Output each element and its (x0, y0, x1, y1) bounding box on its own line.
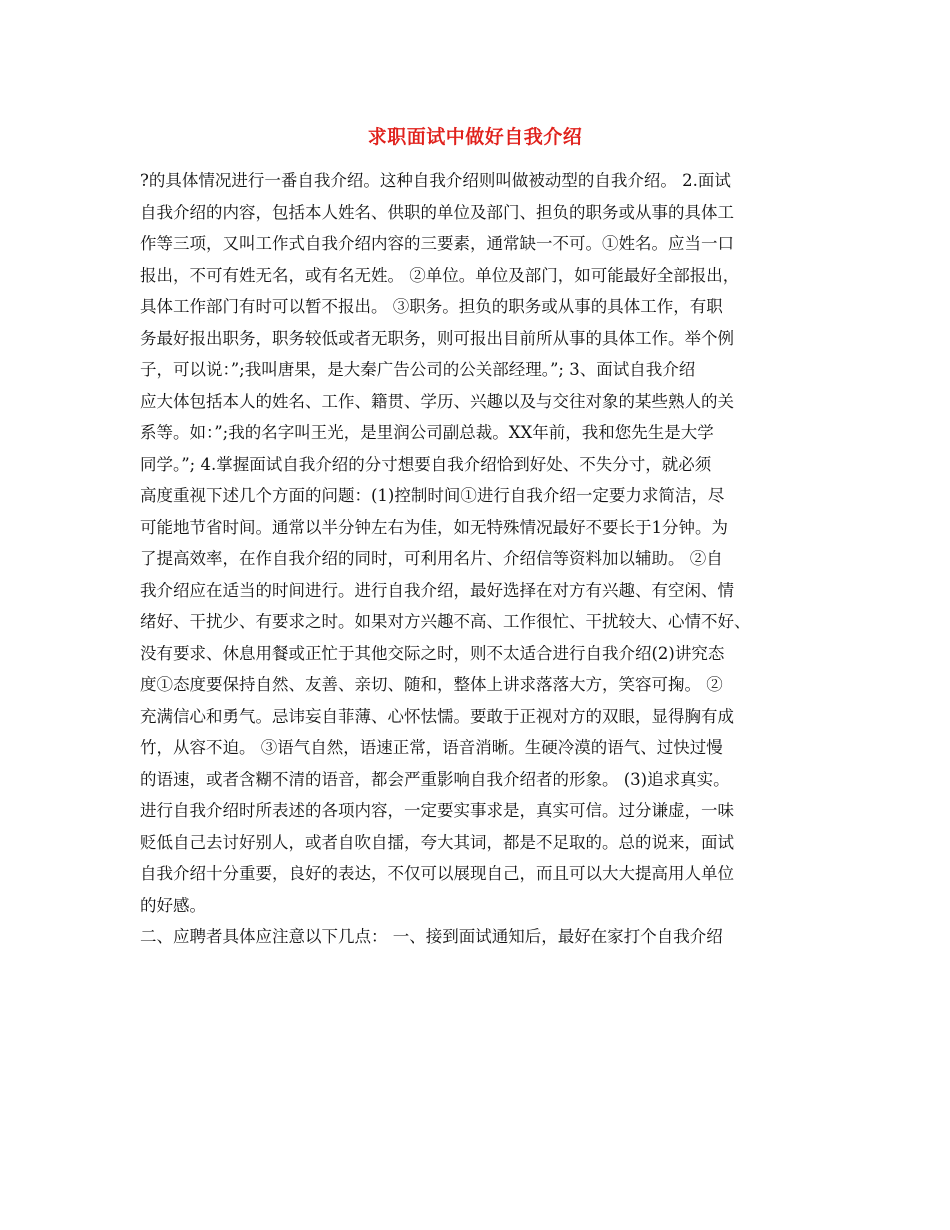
text-line: 应大体包括本人的姓名、工作、籍贯、学历、兴趣以及与交往对象的某些熟人的关 (140, 391, 734, 411)
text-line: 子，可以说：”;我叫唐果，是大秦广告公司的公关部经理。”; 3、面试自我介绍 (140, 360, 696, 379)
body-paragraph-2 (140, 921, 816, 953)
text-line: 的语速，或者含糊不清的语音，都会严重影响自我介绍者的形象。 (3)追求真实。 (140, 769, 730, 789)
text-line: 绪好、干扰少、有要求之时。如果对方兴趣不高、工作很忙、干扰较大、心情不好、 (140, 612, 751, 631)
text-line: 充满信心和勇气。忌讳妄自菲薄、心怀怯懦。要敢于正视对方的双眼，显得胸有成 (140, 706, 734, 726)
text-line: 务最好报出职务，职务较低或者无职务，则可报出目前所从事的具体工作。举个例 (140, 328, 734, 348)
text-line: 可能地节省时间。通常以半分钟左右为佳，如无特殊情况最好不要长于1分钟。为 (140, 517, 728, 537)
text-line: 自我介绍十分重要，良好的表达，不仅可以展现自己，而且可以大大提高用人单位 (140, 864, 734, 883)
text-line: 的好感。 (140, 895, 206, 915)
text-line: 没有要求、休息用餐或正忙于其他交际之时，则不太适合进行自我介绍(2)讲究态 (140, 643, 725, 663)
document-title: 求职面试中做好自我介绍 (367, 126, 583, 148)
body-paragraph-1 (140, 165, 816, 921)
text-line: 同学。”; 4.掌握面试自我介绍的分寸想要自我介绍恰到好处、不失分寸，就必须 (140, 454, 712, 474)
text-line: 进行自我介绍时所表述的各项内容，一定要实事求是，真实可信。过分谦虚，一味 (140, 801, 734, 820)
text-line: 度①态度要保持自然、友善、亲切、随和，整体上讲求落落大方，笑容可掬。 ② (140, 675, 723, 694)
document-body (140, 165, 816, 953)
text-line: 高度重视下述几个方面的问题：(1)控制时间①进行自我介绍一定要力求简洁，尽 (140, 486, 725, 505)
text-line: 作等三项，又叫工作式自我介绍内容的三要素，通常缺一不可。①姓名。应当一口 (140, 234, 734, 253)
text-line: 二、应聘者具体应注意以下几点： 一、接到面试通知后，最好在家打个自我介绍 (140, 927, 723, 946)
text-line: 报出，不可有姓无名，或有名无姓。 ②单位。单位及部门，如可能最好全部报出， (140, 265, 740, 285)
text-line: 竹，从容不迫。 ③语气自然，语速正常，语音消晰。生硬冷漠的语气、过快过慢 (140, 738, 723, 757)
text-line: ?的具体情况进行一番自我介绍。这种自我介绍则叫做被动型的自我介绍。 2.面试 (140, 171, 731, 190)
text-line: 我介绍应在适当的时间进行。进行自我介绍，最好选择在对方有兴趣、有空闲、情 (140, 580, 734, 600)
text-line: 自我介绍的内容，包括本人姓名、供职的单位及部门、担负的职务或从事的具体工 (140, 202, 734, 222)
text-line: 了提高效率，在作自我介绍的同时，可利用名片、介绍信等资料加以辅助。 ②自 (140, 549, 723, 568)
text-line: 具体工作部门有时可以暂不报出。 ③职务。担负的职务或从事的具体工作，有职 (140, 297, 723, 316)
text-line: 系等。如：”;我的名字叫王光，是里润公司副总裁。XX年前，我和您先生是大学 (140, 423, 714, 442)
text-line: 贬低自己去讨好别人，或者自吹自擂，夸大其词，都是不足取的。总的说来，面试 (140, 832, 734, 852)
